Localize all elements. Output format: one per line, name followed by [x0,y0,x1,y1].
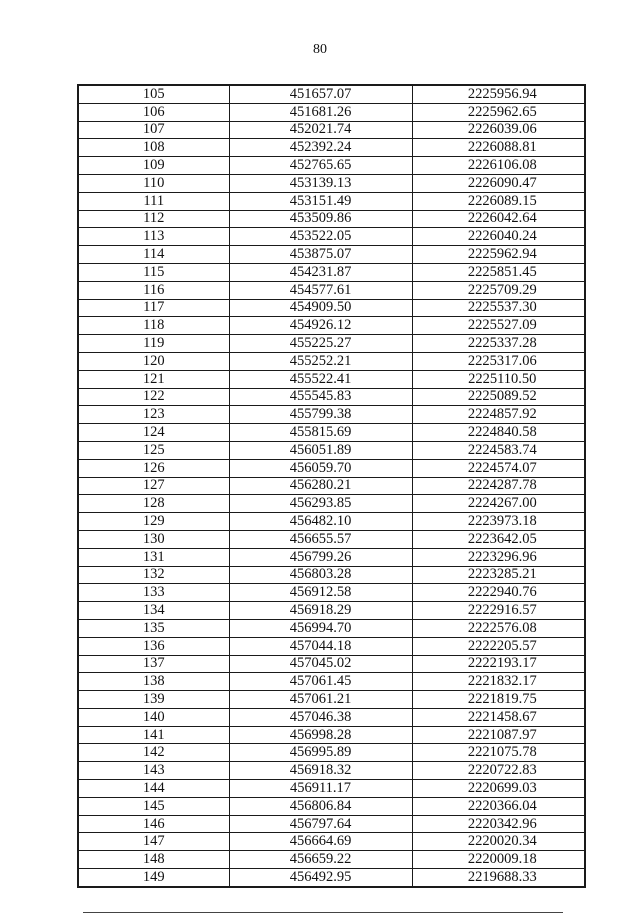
y-coordinate-cell: 2220342.96 [412,815,585,833]
y-coordinate-cell: 2225537.30 [412,299,585,317]
y-coordinate-cell: 2225851.45 [412,263,585,281]
y-coordinate-cell: 2223642.05 [412,530,585,548]
y-coordinate-cell: 2219688.33 [412,869,585,887]
point-number-cell: 133 [78,584,229,602]
x-coordinate-cell: 456280.21 [229,477,412,495]
x-coordinate-cell: 454577.61 [229,281,412,299]
table-row [78,833,585,851]
y-coordinate-cell: 2220020.34 [412,833,585,851]
y-coordinate-cell: 2221087.97 [412,726,585,744]
point-number-cell: 115 [78,263,229,281]
point-number-cell: 109 [78,157,229,175]
point-number-cell: 123 [78,406,229,424]
y-coordinate-cell: 2226089.15 [412,192,585,210]
table-row [78,477,585,495]
table-row [78,815,585,833]
x-coordinate-cell: 456803.28 [229,566,412,584]
table-row [78,566,585,584]
y-coordinate-cell: 2220009.18 [412,851,585,869]
table-row [78,406,585,424]
point-number-cell: 117 [78,299,229,317]
point-number-cell: 124 [78,424,229,442]
y-coordinate-cell: 2224857.92 [412,406,585,424]
y-coordinate-cell: 2226088.81 [412,139,585,157]
y-coordinate-cell: 2224583.74 [412,441,585,459]
table-row [78,85,585,103]
x-coordinate-cell: 452021.74 [229,121,412,139]
x-coordinate-cell: 452392.24 [229,139,412,157]
table-row [78,103,585,121]
x-coordinate-cell: 451657.07 [229,85,412,103]
y-coordinate-cell: 2220722.83 [412,762,585,780]
point-number-cell: 145 [78,797,229,815]
table-row [78,388,585,406]
point-number-cell: 121 [78,370,229,388]
y-coordinate-cell: 2225110.50 [412,370,585,388]
point-number-cell: 116 [78,281,229,299]
point-number-cell: 130 [78,530,229,548]
x-coordinate-cell: 457046.38 [229,708,412,726]
x-coordinate-cell: 452765.65 [229,157,412,175]
table-row [78,869,585,887]
y-coordinate-cell: 2223285.21 [412,566,585,584]
table-row [78,459,585,477]
y-coordinate-cell: 2226042.64 [412,210,585,228]
table-row [78,637,585,655]
x-coordinate-cell: 456482.10 [229,513,412,531]
y-coordinate-cell: 2225317.06 [412,352,585,370]
table-row [78,246,585,264]
y-coordinate-cell: 2226040.24 [412,228,585,246]
x-coordinate-cell: 456664.69 [229,833,412,851]
point-number-cell: 107 [78,121,229,139]
x-coordinate-cell: 456799.26 [229,548,412,566]
y-coordinate-cell: 2222576.08 [412,619,585,637]
table-row [78,174,585,192]
x-coordinate-cell: 456806.84 [229,797,412,815]
x-coordinate-cell: 455225.27 [229,335,412,353]
table-row [78,513,585,531]
y-coordinate-cell: 2221832.17 [412,673,585,691]
y-coordinate-cell: 2225337.28 [412,335,585,353]
x-coordinate-cell: 454231.87 [229,263,412,281]
y-coordinate-cell: 2223296.96 [412,548,585,566]
point-number-cell: 105 [78,85,229,103]
point-number-cell: 126 [78,459,229,477]
point-number-cell: 148 [78,851,229,869]
point-number-cell: 131 [78,548,229,566]
table-row [78,210,585,228]
page-number: 80 [313,42,327,57]
table-row [78,495,585,513]
x-coordinate-cell: 455799.38 [229,406,412,424]
x-coordinate-cell: 457044.18 [229,637,412,655]
table-row [78,691,585,709]
point-number-cell: 147 [78,833,229,851]
x-coordinate-cell: 456492.95 [229,869,412,887]
y-coordinate-cell: 2225956.94 [412,85,585,103]
table-row [78,121,585,139]
x-coordinate-cell: 453522.05 [229,228,412,246]
table-row [78,708,585,726]
y-coordinate-cell: 2222916.57 [412,602,585,620]
table-row [78,602,585,620]
x-coordinate-cell: 457045.02 [229,655,412,673]
x-coordinate-cell: 456659.22 [229,851,412,869]
y-coordinate-cell: 2224840.58 [412,424,585,442]
x-coordinate-cell: 456059.70 [229,459,412,477]
y-coordinate-cell: 2222940.76 [412,584,585,602]
table-row [78,673,585,691]
x-coordinate-cell: 457061.21 [229,691,412,709]
point-number-cell: 129 [78,513,229,531]
x-coordinate-cell: 455815.69 [229,424,412,442]
point-number-cell: 125 [78,441,229,459]
table-row [78,317,585,335]
x-coordinate-cell: 455545.83 [229,388,412,406]
table-row [78,281,585,299]
point-number-cell: 114 [78,246,229,264]
x-coordinate-cell: 456918.32 [229,762,412,780]
point-number-cell: 120 [78,352,229,370]
x-coordinate-cell: 456051.89 [229,441,412,459]
x-coordinate-cell: 457061.45 [229,673,412,691]
x-coordinate-cell: 455522.41 [229,370,412,388]
table-row [78,441,585,459]
x-coordinate-cell: 456911.17 [229,780,412,798]
table-row [78,762,585,780]
point-number-cell: 132 [78,566,229,584]
x-coordinate-cell: 456293.85 [229,495,412,513]
y-coordinate-cell: 2225709.29 [412,281,585,299]
x-coordinate-cell: 453875.07 [229,246,412,264]
y-coordinate-cell: 2222193.17 [412,655,585,673]
x-coordinate-cell: 456797.64 [229,815,412,833]
y-coordinate-cell: 2223973.18 [412,513,585,531]
y-coordinate-cell: 2225089.52 [412,388,585,406]
y-coordinate-cell: 2222205.57 [412,637,585,655]
point-number-cell: 138 [78,673,229,691]
table-row [78,797,585,815]
y-coordinate-cell: 2226106.08 [412,157,585,175]
point-number-cell: 146 [78,815,229,833]
x-coordinate-cell: 456995.89 [229,744,412,762]
table-row [78,228,585,246]
bottom-rule [83,912,563,913]
point-number-cell: 118 [78,317,229,335]
x-coordinate-cell: 453139.13 [229,174,412,192]
y-coordinate-cell: 2221075.78 [412,744,585,762]
coordinates-table [77,84,586,888]
x-coordinate-cell: 453509.86 [229,210,412,228]
x-coordinate-cell: 456918.29 [229,602,412,620]
table-row [78,780,585,798]
point-number-cell: 139 [78,691,229,709]
y-coordinate-cell: 2226039.06 [412,121,585,139]
point-number-cell: 135 [78,619,229,637]
table-row [78,139,585,157]
point-number-cell: 134 [78,602,229,620]
point-number-cell: 149 [78,869,229,887]
point-number-cell: 108 [78,139,229,157]
y-coordinate-cell: 2225527.09 [412,317,585,335]
table-row [78,584,585,602]
table-row [78,548,585,566]
table-row [78,744,585,762]
table-row [78,655,585,673]
point-number-cell: 128 [78,495,229,513]
x-coordinate-cell: 455252.21 [229,352,412,370]
y-coordinate-cell: 2220699.03 [412,780,585,798]
y-coordinate-cell: 2226090.47 [412,174,585,192]
x-coordinate-cell: 456994.70 [229,619,412,637]
point-number-cell: 141 [78,726,229,744]
x-coordinate-cell: 456912.58 [229,584,412,602]
coordinates-table-body [78,85,585,887]
y-coordinate-cell: 2224287.78 [412,477,585,495]
y-coordinate-cell: 2224267.00 [412,495,585,513]
x-coordinate-cell: 454909.50 [229,299,412,317]
point-number-cell: 143 [78,762,229,780]
point-number-cell: 110 [78,174,229,192]
x-coordinate-cell: 456655.57 [229,530,412,548]
y-coordinate-cell: 2225962.65 [412,103,585,121]
point-number-cell: 142 [78,744,229,762]
point-number-cell: 140 [78,708,229,726]
table-row [78,726,585,744]
y-coordinate-cell: 2221819.75 [412,691,585,709]
table-row [78,851,585,869]
table-row [78,619,585,637]
x-coordinate-cell: 453151.49 [229,192,412,210]
x-coordinate-cell: 454926.12 [229,317,412,335]
point-number-cell: 113 [78,228,229,246]
point-number-cell: 137 [78,655,229,673]
point-number-cell: 122 [78,388,229,406]
y-coordinate-cell: 2220366.04 [412,797,585,815]
y-coordinate-cell: 2221458.67 [412,708,585,726]
point-number-cell: 144 [78,780,229,798]
point-number-cell: 111 [78,192,229,210]
x-coordinate-cell: 451681.26 [229,103,412,121]
table-row [78,370,585,388]
x-coordinate-cell: 456998.28 [229,726,412,744]
y-coordinate-cell: 2224574.07 [412,459,585,477]
point-number-cell: 119 [78,335,229,353]
y-coordinate-cell: 2225962.94 [412,246,585,264]
table-row [78,263,585,281]
table-row [78,335,585,353]
table-row [78,424,585,442]
table-row [78,157,585,175]
point-number-cell: 112 [78,210,229,228]
table-row [78,530,585,548]
point-number-cell: 106 [78,103,229,121]
table-row [78,192,585,210]
point-number-cell: 127 [78,477,229,495]
table-row [78,352,585,370]
point-number-cell: 136 [78,637,229,655]
table-row [78,299,585,317]
